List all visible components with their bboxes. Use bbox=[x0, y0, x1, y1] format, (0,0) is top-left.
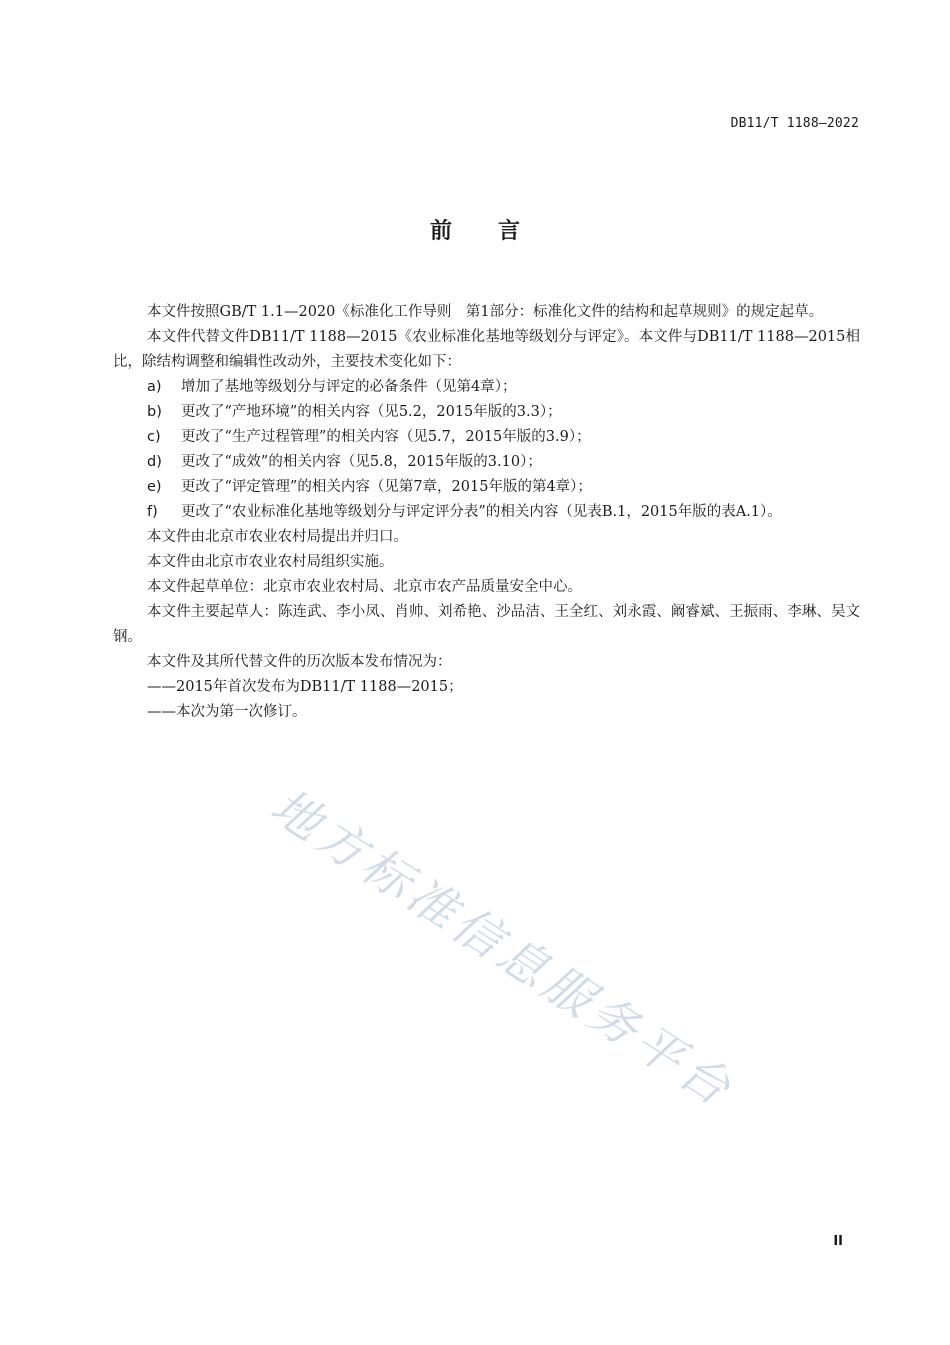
list-marker: b) bbox=[147, 404, 162, 420]
paragraph-drafters: 本文件主要起草人：陈连武、李小凤、肖帅、刘希艳、沙品洁、王全红、刘永霞、阚睿斌、王振雨、李琳、吴文钢。 bbox=[113, 604, 860, 645]
document-code: DB11/T 1188—2022 bbox=[730, 116, 859, 131]
list-marker: f) bbox=[147, 504, 158, 520]
paragraph-replacement: 本文件代替文件DB11/T 1188—2015《农业标准化基地等级划分与评定》。本文件与DB11/T 1188—2015相比，除结构调整和编辑性改动外，主要技术变化如下： bbox=[113, 329, 860, 370]
list-item-text: 更改了“成效”的相关内容（见5.8，2015年版的3.10）； bbox=[181, 454, 542, 470]
list-item bbox=[113, 475, 860, 500]
paragraph-proposed-by: 本文件由北京市农业农村局提出并归口。 bbox=[147, 529, 408, 545]
changes-list bbox=[113, 375, 860, 525]
list-item-text: 增加了基地等级划分与评定的必备条件（见第4章）； bbox=[181, 379, 517, 395]
list-item-text: 更改了“生产过程管理”的相关内容（见5.7，2015年版的3.9）； bbox=[181, 429, 591, 445]
history-item: ——本次为第一次修订。 bbox=[147, 704, 307, 720]
foreword-body bbox=[113, 300, 860, 725]
list-marker: c) bbox=[147, 429, 161, 445]
list-item-text: 更改了“产地环境”的相关内容（见5.2，2015年版的3.3）； bbox=[181, 404, 562, 420]
list-item bbox=[113, 425, 860, 450]
watermark: 地方标准信息服务平台 bbox=[260, 778, 745, 1120]
list-item bbox=[113, 375, 860, 400]
list-marker: a) bbox=[147, 379, 162, 395]
page-title: 前言 bbox=[429, 219, 566, 244]
list-item-text: 更改了“农业标准化基地等级划分与评定评分表”的相关内容（见表B.1，2015年版的表A.1）。 bbox=[181, 504, 782, 520]
history-item: ——2015年首次发布为DB11/T 1188—2015； bbox=[147, 679, 463, 695]
list-item bbox=[113, 450, 860, 475]
paragraph-history-intro: 本文件及其所代替文件的历次版本发布情况为： bbox=[147, 654, 452, 670]
list-marker: d) bbox=[147, 454, 162, 470]
list-item bbox=[113, 500, 860, 525]
paragraph-drafting-rule: 本文件按照GB/T 1.1—2020《标准化工作导则 第1部分：标准化文件的结构和起草规则》的规定起草。 bbox=[147, 304, 824, 320]
list-marker: e) bbox=[147, 479, 162, 495]
list-item-text: 更改了“评定管理”的相关内容（见第7章，2015年版的第4章）； bbox=[181, 479, 592, 495]
paragraph-implemented-by: 本文件由北京市农业农村局组织实施。 bbox=[147, 554, 394, 570]
paragraph-drafting-units: 本文件起草单位：北京市农业农村局、北京市农产品质量安全中心。 bbox=[147, 579, 582, 595]
list-item bbox=[113, 400, 860, 425]
page-number: II bbox=[833, 1234, 843, 1249]
